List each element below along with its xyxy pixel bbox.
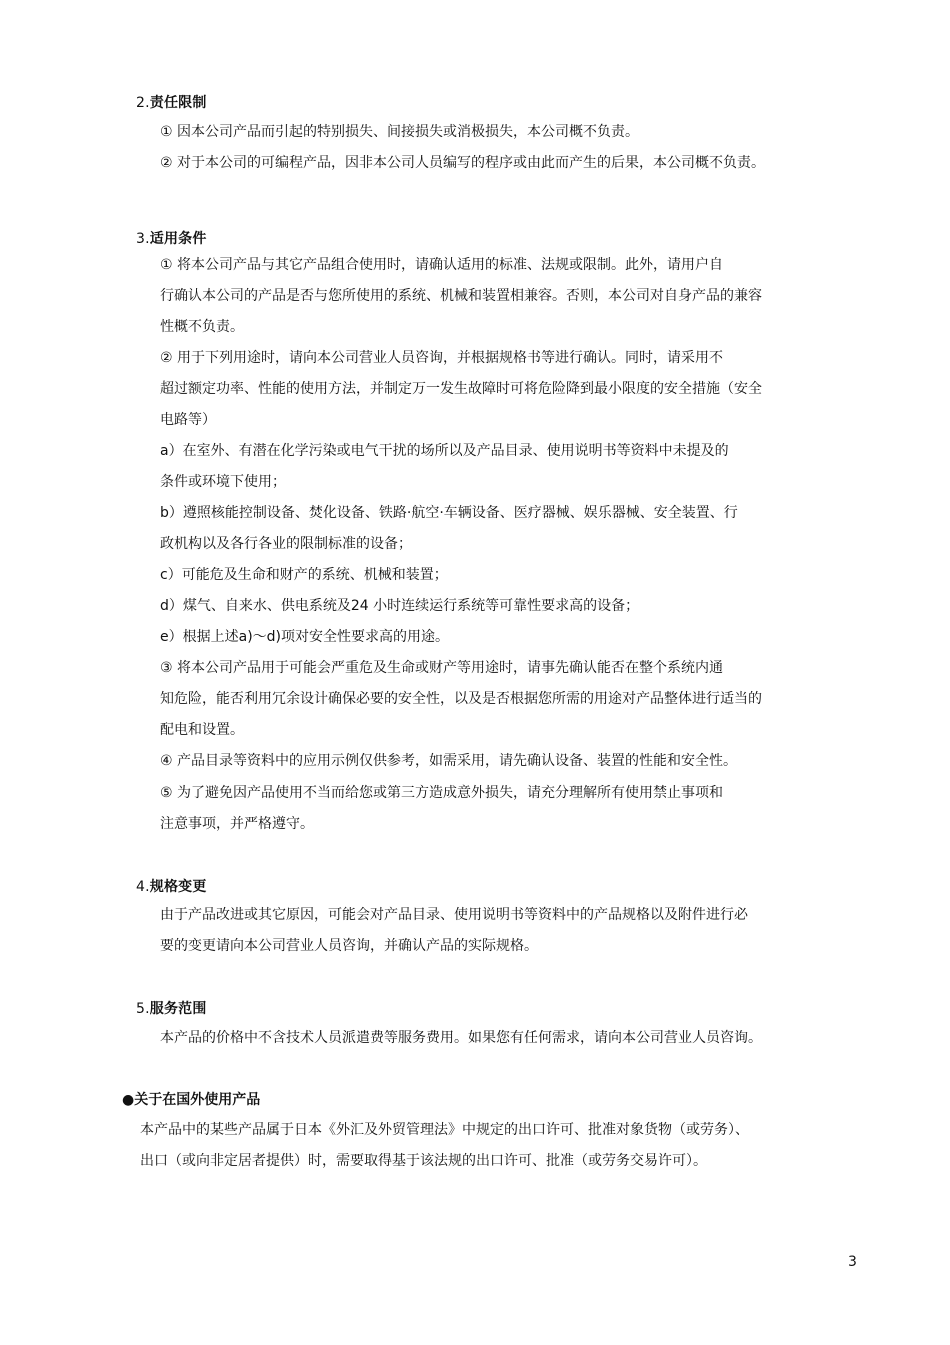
section-4-title: 规格变更	[149, 879, 207, 895]
section-3-line-17: ④ 产品目录等资料中的应用示例仅供参考，如需采用，请先确认设备、装置的性能和安全性。	[160, 753, 737, 769]
section-4-number: 4.	[136, 879, 150, 895]
section-5-line-1: 本产品的价格中不含技术人员派遣费等服务费用。如果您有任何需求，请向本公司营业人员咨询。	[160, 1030, 762, 1046]
page-number: 3	[848, 1254, 857, 1270]
section-2-line-2: ② 对于本公司的可编程产品，因非本公司人员编写的程序或由此而产生的后果，本公司概不负责。	[160, 155, 765, 171]
section-2-line-1: ① 因本公司产品而引起的特别损失、间接损失或消极损失，本公司概不负责。	[160, 124, 639, 140]
section-3-line-9: b）遵照核能控制设备、焚化设备、铁路·航空·车辆设备、医疗器械、娱乐器械、安全装置、行	[160, 505, 738, 521]
section-4-line-1: 由于产品改进或其它原因，可能会对产品目录、使用说明书等资料中的产品规格以及附件进行必	[160, 907, 748, 923]
section-3-line-2: 行确认本公司的产品是否与您所使用的系统、机械和装置相兼容。否则，本公司对自身产品的兼容	[160, 288, 762, 304]
section-3-line-4: ② 用于下列用途时，请向本公司营业人员咨询，并根据规格书等进行确认。同时，请采用不	[160, 350, 723, 366]
section-3-number: 3.	[136, 231, 150, 247]
section-3-line-11: c）可能危及生命和财产的系统、机械和装置；	[160, 567, 448, 583]
section-3-line-18: ⑤ 为了避免因产品使用不当而给您或第三方造成意外损失，请充分理解所有使用禁止事项和	[160, 785, 723, 801]
overseas-line-2: 出口（或向非定居者提供）时，需要取得基于该法规的出口许可、批准（或劳务交易许可）。	[140, 1153, 707, 1169]
section-5-heading	[136, 998, 207, 1018]
section-3-heading	[136, 228, 207, 248]
section-3-line-19: 注意事项，并严格遵守。	[160, 816, 314, 832]
section-3-line-1: ① 将本公司产品与其它产品组合使用时，请确认适用的标准、法规或限制。此外，请用户自	[160, 257, 723, 273]
section-5-number: 5.	[136, 1001, 150, 1017]
section-4-heading	[136, 876, 207, 896]
section-2-heading	[136, 92, 207, 112]
section-2-number: 2.	[136, 95, 150, 111]
section-4-line-2: 要的变更请向本公司营业人员咨询，并确认产品的实际规格。	[160, 938, 538, 954]
section-3-line-8: 条件或环境下使用；	[160, 474, 286, 490]
section-3-title: 适用条件	[149, 231, 207, 247]
section-2-title: 责任限制	[149, 95, 207, 111]
section-3-line-5: 超过额定功率、性能的使用方法，并制定万一发生故障时可将危险降到最小限度的安全措施（安全	[160, 381, 762, 397]
section-3-line-3: 性概不负责。	[160, 319, 244, 335]
section-3-line-13: e）根据上述a)～d)项对安全性要求高的用途。	[160, 629, 450, 645]
section-3-line-12: d）煤气、自来水、供电系统及24 小时连续运行系统等可靠性要求高的设备；	[160, 598, 640, 614]
overseas-heading: ●关于在国外使用产品	[122, 1092, 261, 1108]
section-3-line-16: 配电和设置。	[160, 722, 244, 738]
section-3-line-7: a）在室外、有潜在化学污染或电气干扰的场所以及产品目录、使用说明书等资料中未提及的	[160, 443, 729, 459]
overseas-line-1: 本产品中的某些产品属于日本《外汇及外贸管理法》中规定的出口许可、批准对象货物（或劳务）、	[140, 1122, 749, 1138]
section-3-line-6: 电路等）	[160, 412, 216, 428]
section-3-line-15: 知危险，能否利用冗余设计确保必要的安全性，以及是否根据您所需的用途对产品整体进行适当的	[160, 691, 762, 707]
section-3-line-10: 政机构以及各行各业的限制标准的设备；	[160, 536, 412, 552]
section-3-line-14: ③ 将本公司产品用于可能会严重危及生命或财产等用途时，请事先确认能否在整个系统内通	[160, 660, 723, 676]
section-5-title: 服务范围	[149, 1001, 207, 1017]
